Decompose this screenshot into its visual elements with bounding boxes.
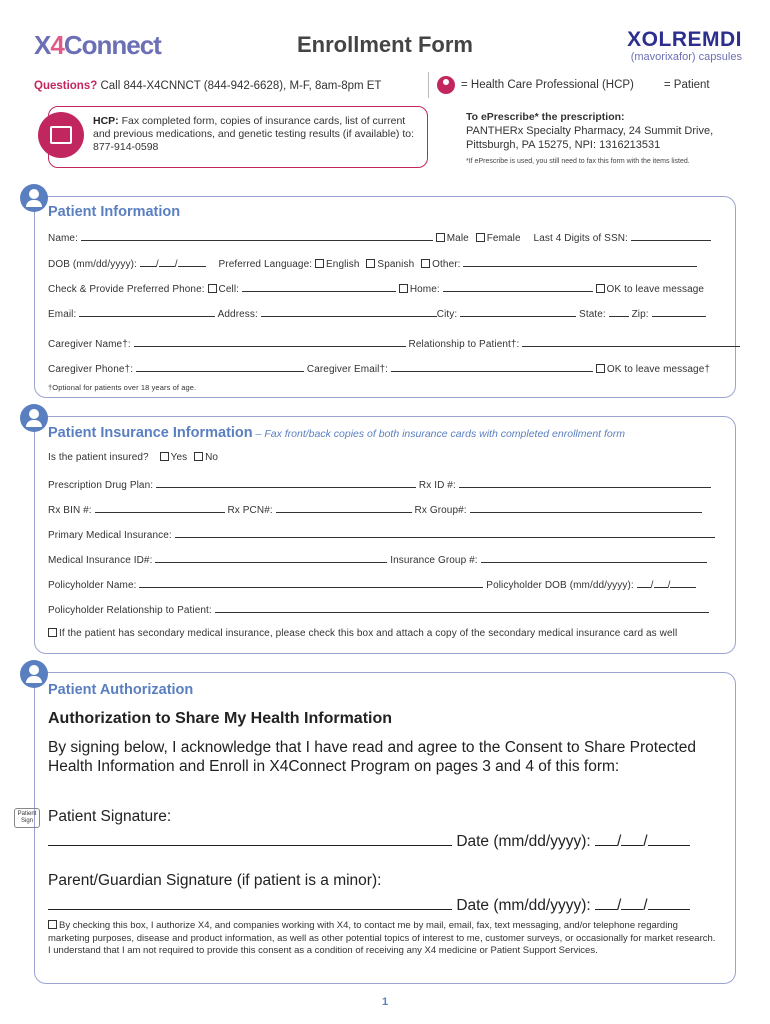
patient-sign-tag: Patient Sign: [14, 808, 40, 828]
spanish-checkbox: [366, 259, 375, 268]
page-title: Enrollment Form: [296, 32, 473, 57]
guardian-signature-label: Parent/Guardian Signature (if patient is a minor):: [48, 872, 382, 889]
home-checkbox: [399, 284, 408, 293]
optional-footnote: †Optional for patients over 18 years of age.: [48, 383, 197, 392]
caregiver-name-row[interactable]: Caregiver Name†: Relationship to Patient†:: [48, 337, 740, 350]
xolremdi-logo: XOLREMDI (mavorixafor) capsules: [627, 28, 742, 63]
patient-signature-label: Patient Signature:: [48, 808, 172, 825]
authorization-heading: Authorization to Share My Health Information: [48, 710, 393, 727]
patient-icon: [20, 184, 48, 212]
ok-leave-message-checkbox: [596, 284, 605, 293]
medical-id-row[interactable]: Medical Insurance ID#: Insurance Group #:: [48, 553, 707, 566]
authorization-title: Patient Authorization: [48, 682, 194, 698]
insured-no-checkbox: [194, 452, 203, 461]
patient-information-title: Patient Information: [48, 204, 181, 220]
guardian-signature-row[interactable]: Date (mm/dd/yyyy): / /: [48, 896, 690, 915]
patient-signature-row[interactable]: Date (mm/dd/yyyy): / /: [48, 832, 690, 851]
secondary-insurance-checkbox: [48, 628, 57, 637]
page-number: 1: [381, 996, 389, 1008]
insurance-title: Patient Insurance Information – Fax front/back copies of both insurance cards with completed enrollment form: [48, 425, 626, 441]
x4connect-logo: X4Connect: [34, 30, 161, 60]
policyholder-relationship-row[interactable]: Policyholder Relationship to Patient:: [48, 603, 709, 616]
caregiver-phone-row[interactable]: Caregiver Phone†: Caregiver Email†: OK to leave message†: [48, 364, 711, 375]
phone-row[interactable]: Check & Provide Preferred Phone: Cell: Home: OK to leave message: [48, 284, 705, 295]
rx-plan-row[interactable]: Prescription Drug Plan: Rx ID #:: [48, 478, 711, 491]
eprescribe-block: To ePrescribe* the prescription: PANTHERx Specialty Pharmacy, 24 Summit Drive, Pittsburgh, PA 15275, NPI: 1316213531 *If ePrescribe is used, you still need to fax this form with the items listed.: [466, 111, 714, 165]
dob-row[interactable]: DOB (mm/dd/yyyy): / / Preferred Language: English Spanish Other:: [48, 257, 697, 270]
hcp-icon: [437, 76, 455, 94]
fax-icon: [38, 112, 84, 158]
legend: = Health Care Professional (HCP) = Patient: [428, 72, 710, 98]
policyholder-name-row[interactable]: Policyholder Name: Policyholder DOB (mm/dd/yyyy): / /: [48, 578, 696, 591]
male-checkbox: [436, 233, 445, 242]
email-row[interactable]: Email: Address: City: State: Zip:: [48, 307, 706, 320]
authorization-patient-icon: [20, 660, 48, 688]
cell-checkbox: [208, 284, 217, 293]
primary-medical-row[interactable]: Primary Medical Insurance:: [48, 528, 715, 541]
other-language-checkbox: [421, 259, 430, 268]
questions-line: Questions? Call 844-X4CNNCT (844-942-6628), M-F, 8am-8pm ET: [34, 80, 382, 92]
insurance-patient-icon: [20, 404, 48, 432]
female-checkbox: [476, 233, 485, 242]
marketing-consent[interactable]: By checking this box, I authorize X4, and companies working with X4, to contact me by mail, email, fax, text messaging, and/or telephone regarding marketing purposes, disease and product information, as well as other potential topics of interest to me, customer surveys, or occasionally for market research. I understand that I am not required to provide this consent as a condition of receiving any X4 medicine or Patient Support Services.: [48, 920, 716, 956]
insured-yes-checkbox: [160, 452, 169, 461]
insured-row[interactable]: Is the patient insured? Yes No: [48, 452, 219, 463]
authorization-paragraph: By signing below, I acknowledge that I have read and agree to the Consent to Share Protected Health Information and Enroll in X4Connect Program on pages 3 and 4 of this form:: [48, 739, 696, 775]
english-checkbox: [315, 259, 324, 268]
rx-bin-row[interactable]: Rx BIN #: Rx PCN#: Rx Group#:: [48, 503, 702, 516]
caregiver-ok-leave-checkbox: [596, 364, 605, 373]
secondary-insurance-row[interactable]: If the patient has secondary medical insurance, please check this box and attach a copy of the secondary medical insurance card as well: [48, 628, 677, 639]
name-row[interactable]: Name: Male Female Last 4 Digits of SSN:: [48, 231, 711, 244]
marketing-consent-checkbox: [48, 920, 57, 929]
hcp-fax-instructions: HCP: Fax completed form, copies of insurance cards, list of current and previous medications, and genetic testing results (if available) to: 877-914-0598: [48, 106, 428, 168]
